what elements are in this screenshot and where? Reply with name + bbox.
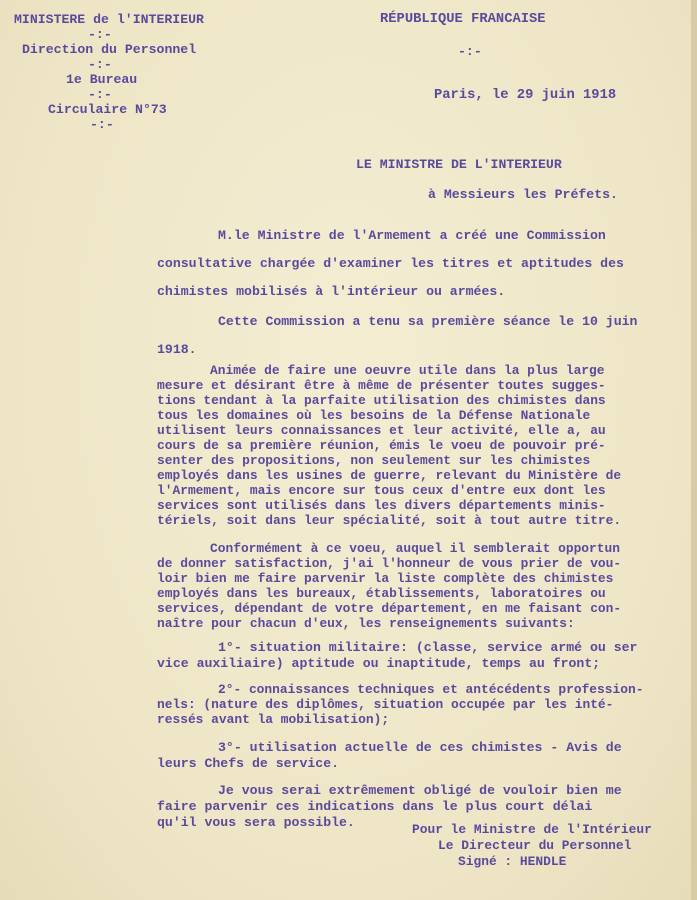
body-line: chimistes mobilisés à l'intérieur ou armées. [157, 284, 506, 299]
list-item: 3°- utilisation actuelle de ces chimistes - Avis de [218, 740, 622, 755]
body-line: tous les domaines où les besoins de la Défense Nationale [157, 408, 591, 423]
recipients: à Messieurs les Préfets. [428, 187, 618, 202]
body-line: Je vous serai extrêmement obligé de vouloir bien me [218, 783, 622, 798]
list-item: ressés avant la mobilisation); [157, 712, 390, 727]
separator: -:- [88, 27, 112, 42]
body-line: services sont utilisés dans les divers départements minis- [157, 498, 606, 513]
signature-line: Pour le Ministre de l'Intérieur [412, 822, 652, 837]
separator: -:- [458, 44, 482, 59]
list-item: leurs Chefs de service. [157, 756, 340, 771]
body-line: l'Armement, mais encore sur tous ceux d'entre eux dont les [157, 483, 606, 498]
body-line: de donner satisfaction, j'ai l'honneur de vous prier de vou- [157, 556, 622, 571]
signature-name: Signé : HENDLE [458, 854, 567, 869]
list-item: nels: (nature des diplômes, situation occupée par les inté- [157, 697, 614, 712]
ministry-heading: MINISTERE de l'INTERIEUR [14, 12, 204, 27]
republic-heading: RÉPUBLIQUE FRANCAISE [380, 12, 546, 27]
list-item: vice auxiliaire) aptitude ou inaptitude, temps au front; [157, 656, 601, 671]
body-line: mesure et désirant être à même de présenter toutes sugges- [157, 378, 606, 393]
bureau-heading: 1e Bureau [66, 72, 138, 87]
body-line: senter des propositions, non seulement sur les chimistes [157, 453, 591, 468]
place-date: Paris, le 29 juin 1918 [434, 88, 617, 103]
signature-line: Le Directeur du Personnel [438, 838, 632, 853]
body-line: cours de sa première réunion, émis le voeu de pouvoir pré- [157, 438, 606, 453]
body-line: loir bien me faire parvenir la liste complète des chimistes [157, 571, 614, 586]
body-line: M.le Ministre de l'Armement a créé une Commission [218, 228, 606, 243]
separator: -:- [88, 87, 112, 102]
body-line: utilisent leurs connaissances et leur activité, elle a, au [157, 423, 606, 438]
list-item: 1°- situation militaire: (classe, service armé ou ser [218, 640, 638, 655]
body-line: 1918. [157, 342, 197, 357]
body-line: tions tendant à la parfaite utilisation des chimistes dans [157, 393, 606, 408]
list-item: 2°- connaissances techniques et antécédents profession- [218, 682, 644, 697]
sender-title: LE MINISTRE DE L'INTERIEUR [356, 157, 562, 172]
separator: -:- [90, 117, 114, 132]
body-line: faire parvenir ces indications dans le plus court délai [157, 799, 593, 814]
direction-heading: Direction du Personnel [22, 42, 197, 57]
page-edge [691, 0, 697, 900]
separator: -:- [88, 57, 112, 72]
body-line: Animée de faire une oeuvre utile dans la plus large [210, 363, 605, 378]
body-line: tériels, soit dans leur spécialité, soit à tout autre titre. [157, 513, 622, 528]
body-line: employés dans les usines de guerre, relevant du Ministère de [157, 468, 622, 483]
body-line: employés dans les bureaux, établissements, laboratoires ou [157, 586, 606, 601]
body-line: consultative chargée d'examiner les titres et aptitudes des [157, 256, 624, 271]
body-line: Conformément à ce voeu, auquel il semblerait opportun [210, 541, 620, 556]
body-line: Cette Commission a tenu sa première séance le 10 juin [218, 314, 638, 329]
circular-number: Circulaire N°73 [48, 102, 167, 117]
body-line: qu'il vous sera possible. [157, 815, 355, 830]
body-line: naître pour chacun d'eux, les renseignements suivants: [157, 616, 575, 631]
body-line: services, dépendant de votre département, en me faisant con- [157, 601, 622, 616]
